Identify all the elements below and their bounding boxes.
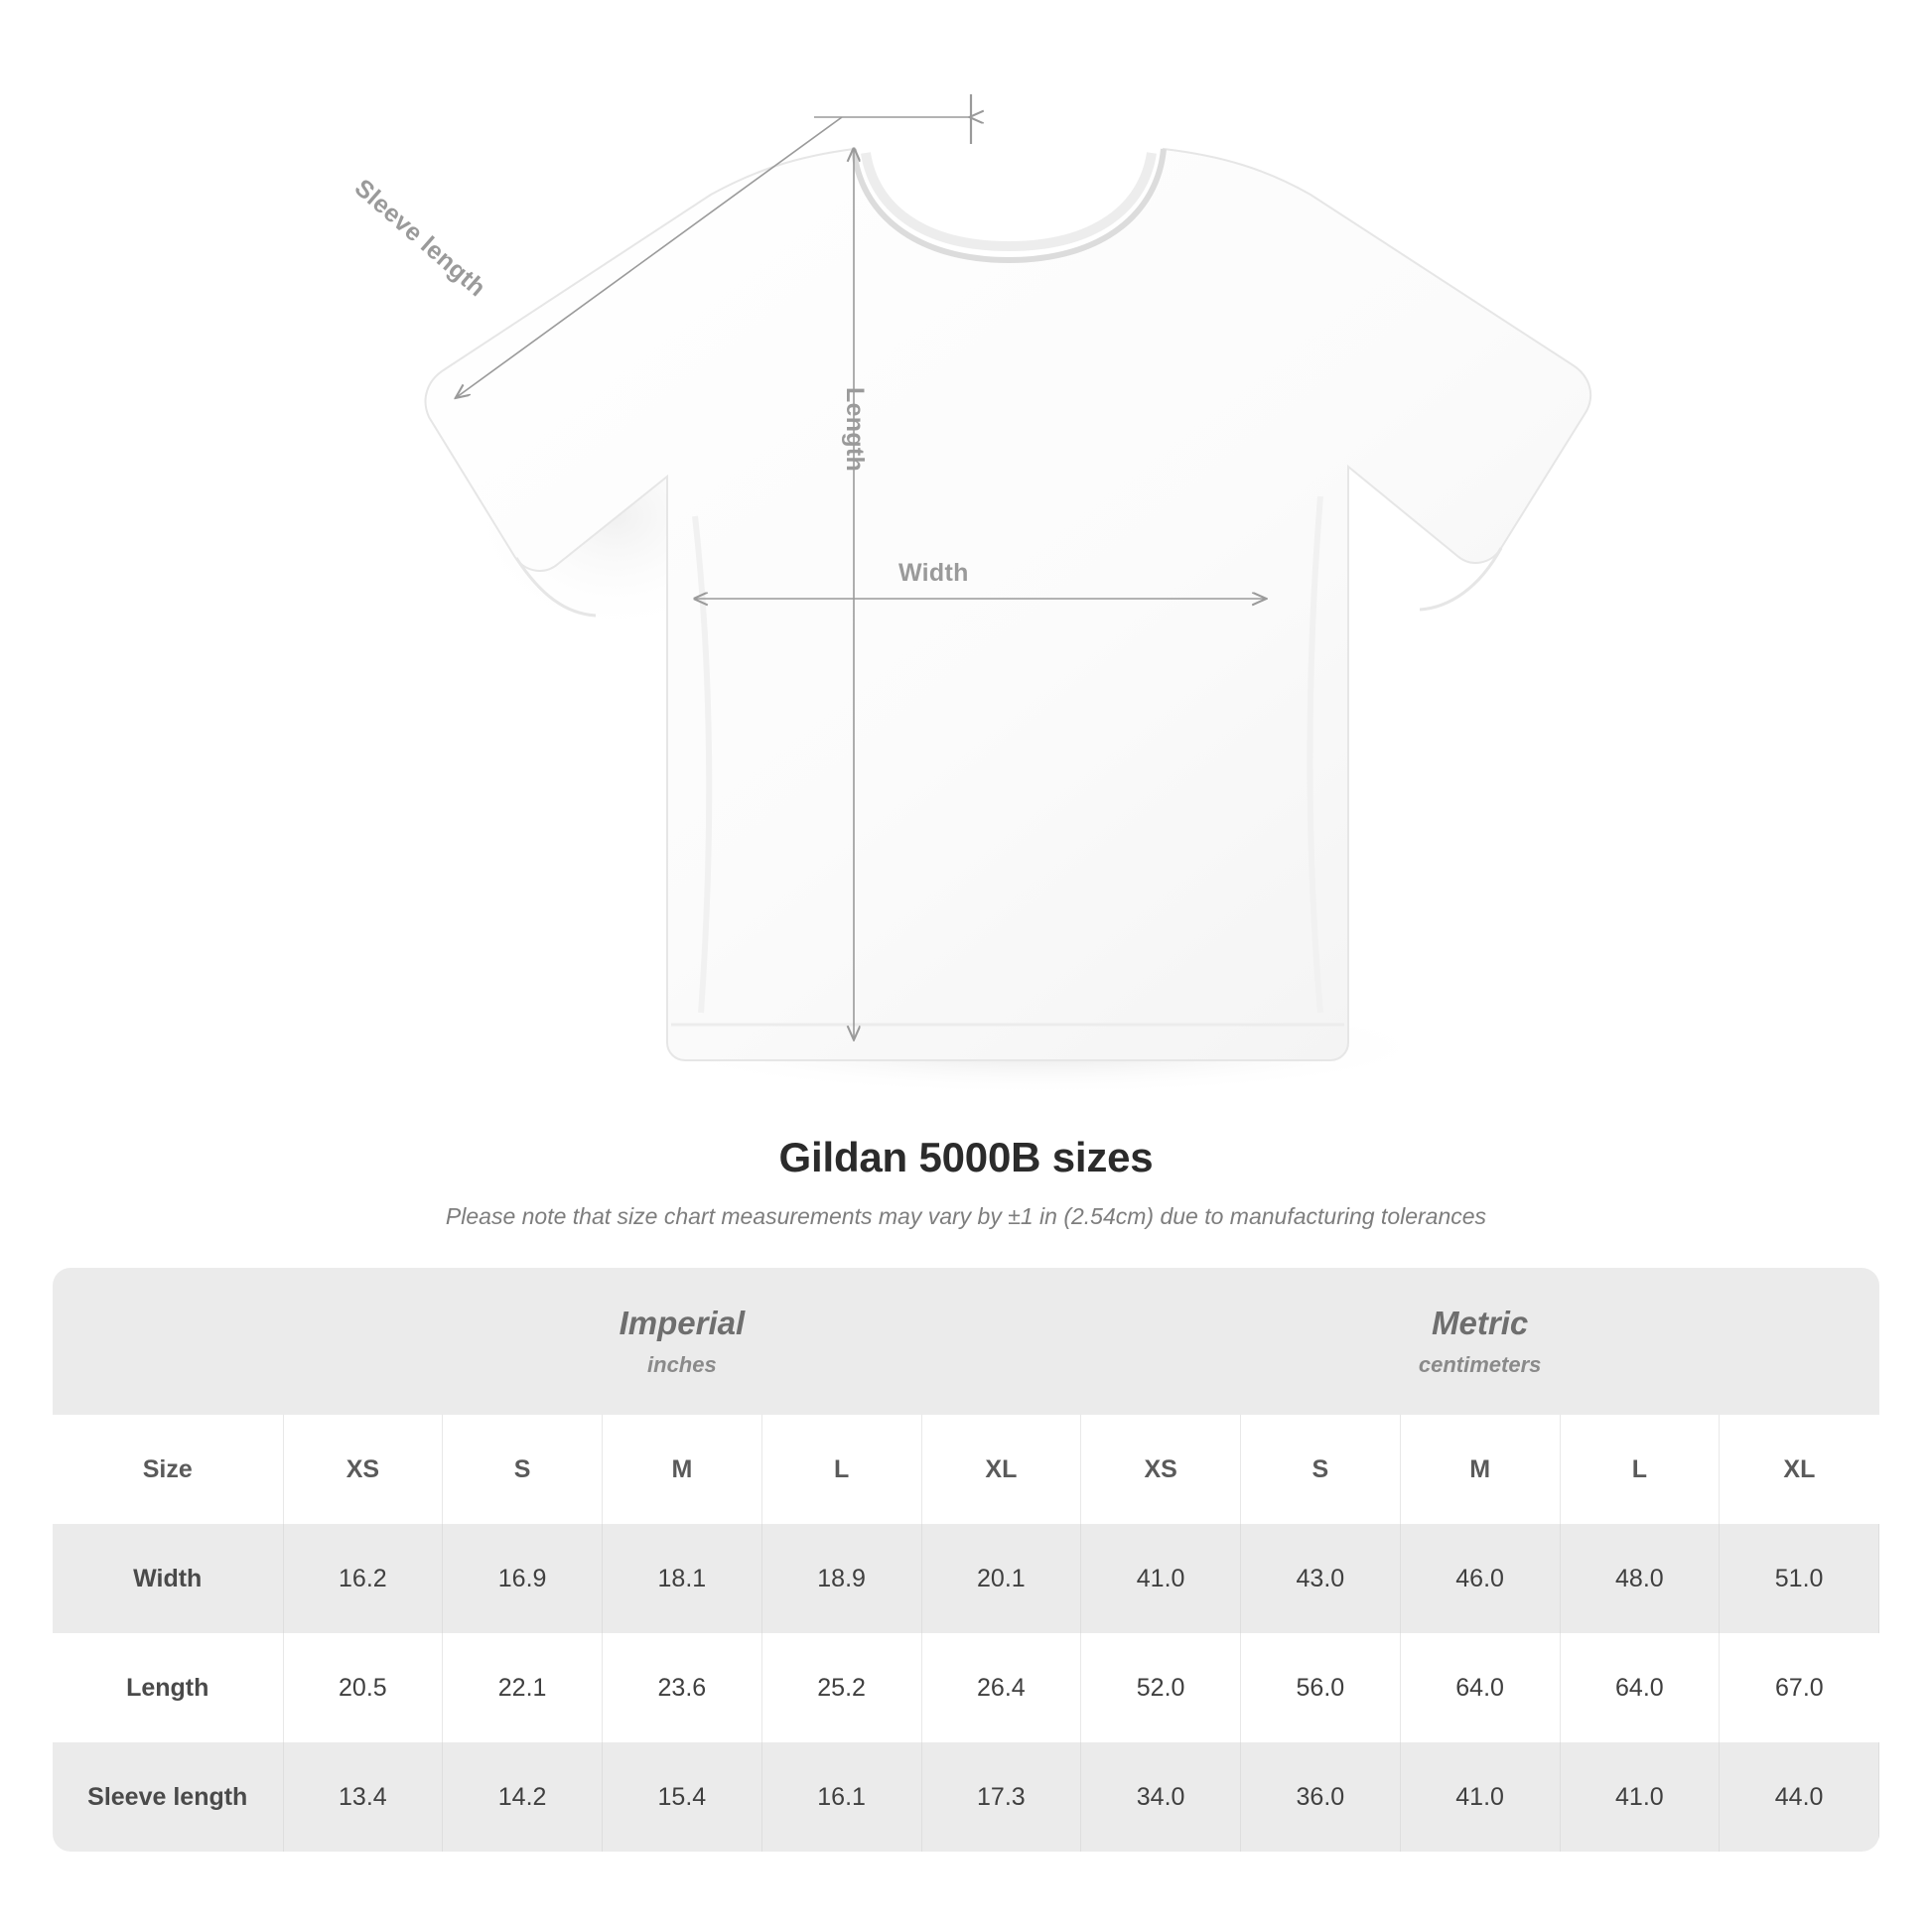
column-header-metric-xl: XL [1720,1415,1879,1524]
imperial-unit-label: inches [647,1352,717,1377]
cell-sleeve-imperial-xs: 13.4 [283,1742,443,1852]
cell-sleeve-metric-s: 36.0 [1241,1742,1401,1852]
column-header-imperial-m: M [603,1415,762,1524]
metric-unit-label: centimeters [1418,1352,1542,1377]
sleeve-length-dimension-label: Sleeve length [348,174,491,303]
cell-width-metric-xl: 51.0 [1720,1524,1879,1633]
size-table [53,1268,1879,1852]
title-block [0,1134,1932,1230]
cell-length-metric-xl: 67.0 [1720,1633,1879,1742]
cell-length-imperial-m: 23.6 [603,1633,762,1742]
table-row [53,1633,1879,1742]
column-header-size: Size [53,1415,283,1524]
column-header-imperial-xl: XL [921,1415,1081,1524]
cell-length-metric-l: 64.0 [1560,1633,1720,1742]
column-header-metric-m: M [1400,1415,1560,1524]
cell-width-imperial-xl: 20.1 [921,1524,1081,1633]
cell-width-metric-m: 46.0 [1400,1524,1560,1633]
length-dimension-label: Length [841,387,869,473]
table-row [53,1524,1879,1633]
unit-header-metric [1081,1268,1879,1415]
column-header-metric-xs: XS [1081,1415,1241,1524]
cell-sleeve-metric-m: 41.0 [1400,1742,1560,1852]
cell-length-metric-s: 56.0 [1241,1633,1401,1742]
table-row [53,1742,1879,1852]
metric-system-label: Metric [1432,1305,1529,1341]
cell-sleeve-metric-xl: 44.0 [1720,1742,1879,1852]
page-title: Gildan 5000B sizes [778,1134,1154,1180]
cell-width-metric-s: 43.0 [1241,1524,1401,1633]
size-table-wrapper [53,1268,1879,1852]
column-header-imperial-xs: XS [283,1415,443,1524]
unit-header-blank [53,1268,283,1415]
unit-header-imperial [283,1268,1081,1415]
cell-length-imperial-l: 25.2 [761,1633,921,1742]
row-header-sleeve-length: Sleeve length [53,1742,283,1852]
cell-length-imperial-s: 22.1 [443,1633,603,1742]
cell-length-imperial-xl: 26.4 [921,1633,1081,1742]
cell-sleeve-imperial-xl: 17.3 [921,1742,1081,1852]
row-header-width: Width [53,1524,283,1633]
cell-length-imperial-xs: 20.5 [283,1633,443,1742]
cell-sleeve-metric-xs: 34.0 [1081,1742,1241,1852]
cell-width-metric-xs: 41.0 [1081,1524,1241,1633]
cell-sleeve-imperial-l: 16.1 [761,1742,921,1852]
cell-length-metric-xs: 52.0 [1081,1633,1241,1742]
cell-sleeve-imperial-s: 14.2 [443,1742,603,1852]
cell-width-metric-l: 48.0 [1560,1524,1720,1633]
cell-width-imperial-l: 18.9 [761,1524,921,1633]
width-dimension-label: Width [898,559,969,587]
column-header-metric-s: S [1241,1415,1401,1524]
cell-length-metric-m: 64.0 [1400,1633,1560,1742]
tolerance-note: Please note that size chart measurements may vary by ±1 in (2.54cm) due to manufacturing tolerances [445,1203,1487,1229]
unit-header-row [53,1268,1879,1415]
cell-width-imperial-s: 16.9 [443,1524,603,1633]
row-header-length: Length [53,1633,283,1742]
cell-width-imperial-xs: 16.2 [283,1524,443,1633]
cell-sleeve-metric-l: 41.0 [1560,1742,1720,1852]
column-header-imperial-l: L [761,1415,921,1524]
cell-sleeve-imperial-m: 15.4 [603,1742,762,1852]
column-header-imperial-s: S [443,1415,603,1524]
column-header-metric-l: L [1560,1415,1720,1524]
imperial-system-label: Imperial [619,1305,746,1341]
cell-width-imperial-m: 18.1 [603,1524,762,1633]
size-header-row [53,1415,1879,1524]
